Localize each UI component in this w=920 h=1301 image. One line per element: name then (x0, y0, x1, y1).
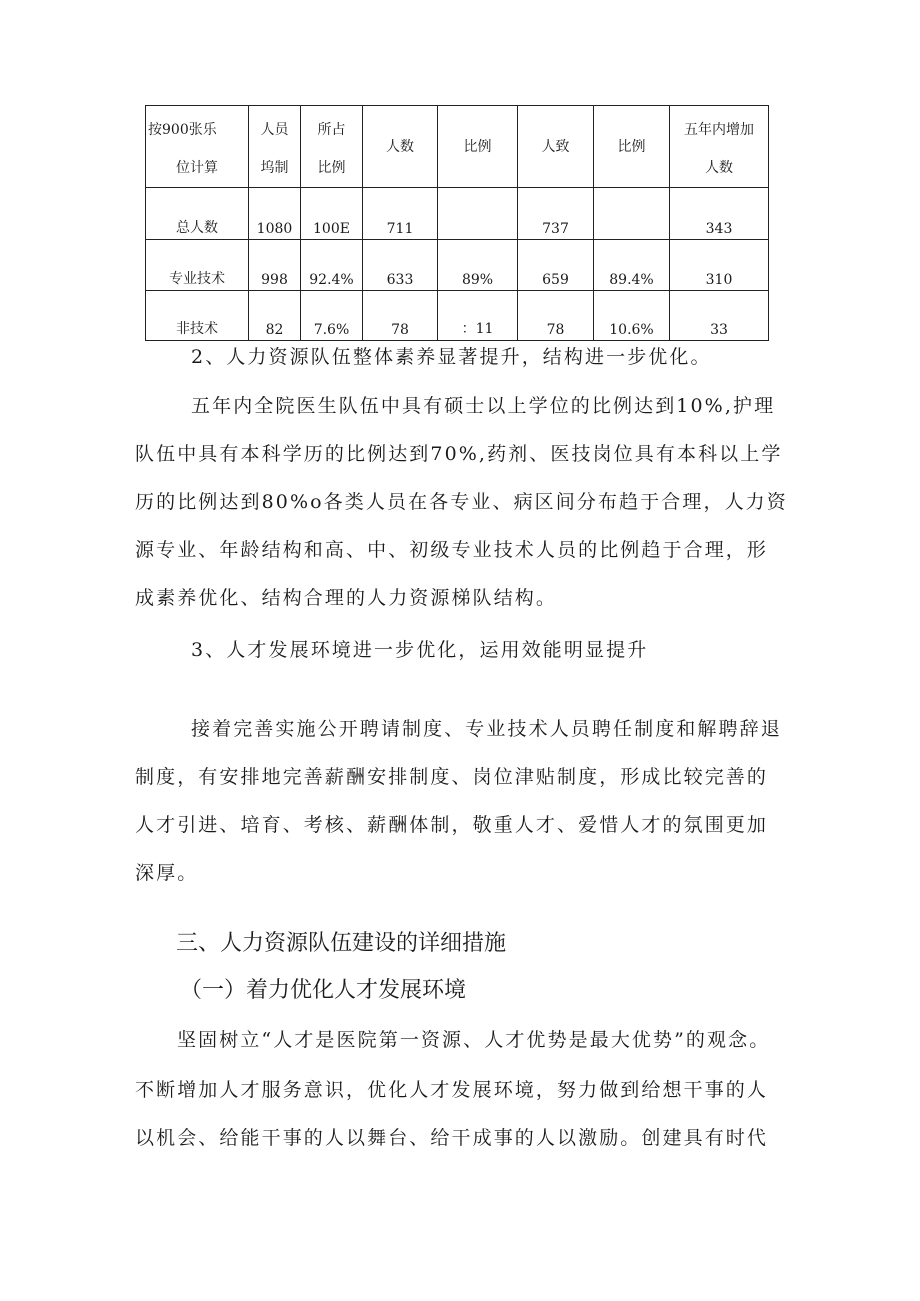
table-cell: 343 (670, 188, 769, 240)
table-cell: 78 (518, 291, 594, 341)
item-3-heading: 3、人才发展环境进一步优化，运用效能明显提升 (191, 639, 649, 661)
table-cell: 总人数 (146, 188, 249, 240)
table-cell: 非技术 (146, 291, 249, 341)
table-cell: 711 (363, 188, 438, 240)
header-ratio-1 (438, 106, 518, 188)
header-five-year-line1: 五年内增加 (684, 121, 754, 138)
header-bed-basis-line1: 按900张乐 (148, 121, 217, 138)
header-ratio-1-text: 比例 (463, 138, 492, 155)
table-cell: 659 (518, 240, 594, 291)
table-row (146, 188, 769, 240)
table-cell (594, 188, 670, 240)
table-cell: ：11 (438, 291, 518, 341)
body-line: 坚固树立“人才是医院第一资源、人才优势是最大优势”的观念。 (177, 1029, 771, 1051)
table-cell: 10.6% (594, 291, 670, 341)
header-bed-basis (146, 106, 249, 188)
table-cell: 737 (518, 188, 594, 240)
header-staff-quota-line1: 人员 (260, 121, 289, 138)
table-row (146, 291, 769, 341)
header-share (301, 106, 363, 188)
section-heading: 三、人力资源队伍建设的详细措施 (176, 931, 507, 956)
body-line: 接着完善实施公开聘请制度、专业技术人员聘任制度和解聘辞退 (191, 718, 782, 740)
table-cell: 78 (363, 291, 438, 341)
body-line: 源专业、年龄结构和高、中、初级专业技术人员的比例趋于合理，形 (135, 539, 769, 561)
header-count-2-text: 人致 (541, 138, 570, 155)
header-count-1 (363, 106, 438, 188)
table-cell: 89.4% (594, 240, 670, 291)
body-line: 人才引进、培育、考核、薪酬体制，敬重人才、爱惜人才的氛围更加 (135, 814, 769, 836)
table-cell: 633 (363, 240, 438, 291)
header-five-year-increase (670, 106, 769, 188)
table-row (146, 240, 769, 291)
header-count-2 (518, 106, 594, 188)
header-bed-basis-line2: 位计算 (176, 159, 218, 176)
table-cell: 998 (249, 240, 301, 291)
header-staff-quota-line2: 坞制 (260, 159, 289, 176)
table-cell: 7.6% (301, 291, 363, 341)
body-line: 深厚。 (135, 862, 199, 884)
header-ratio-2-text: 比例 (617, 138, 646, 155)
body-line: 历的比例达到80%o各类人员在各专业、病区间分布趋于合理，人力资 (135, 491, 788, 513)
body-line: 成素养优化、结构合理的人力资源梯队结构。 (135, 587, 558, 609)
body-line: 五年内全院医生队伍中具有硕士以上学位的比例达到10%,护理 (191, 395, 776, 417)
header-five-year-line2: 人数 (705, 159, 733, 176)
table-cell: 100E (301, 188, 363, 240)
table-cell: 310 (670, 240, 769, 291)
header-count-1-text: 人数 (386, 138, 414, 155)
table-cell: 89% (438, 240, 518, 291)
body-line: 不断增加人才服务意识，优化人才发展环境，努力做到给想干事的人 (135, 1079, 769, 1101)
staffing-table (145, 105, 769, 341)
table-cell: 82 (249, 291, 301, 341)
item-2-heading: 2、人力资源队伍整体素养显著提升，结构进一步优化。 (191, 346, 712, 368)
body-line: 以机会、给能干事的人以舞台、给干成事的人以激励。创建具有时代 (135, 1127, 769, 1149)
header-ratio-2 (594, 106, 670, 188)
table-cell: 1080 (249, 188, 301, 240)
table-cell: 专业技术 (146, 240, 249, 291)
body-line: 队伍中具有本科学历的比例达到70%,药剂、医技岗位具有本科以上学 (135, 443, 783, 465)
table-cell: 92.4% (301, 240, 363, 291)
header-share-line1: 所占 (317, 121, 346, 138)
table-cell (438, 188, 518, 240)
body-line: 制度，有安排地完善薪酬安排制度、岗位津贴制度，形成比较完善的 (135, 766, 769, 788)
header-staff-quota (249, 106, 301, 188)
subsection-heading: （一）着力优化人才发展环境 (180, 978, 467, 1003)
table-header-row (146, 106, 769, 188)
table-cell: 33 (670, 291, 769, 341)
header-share-line2: 比例 (317, 159, 346, 176)
